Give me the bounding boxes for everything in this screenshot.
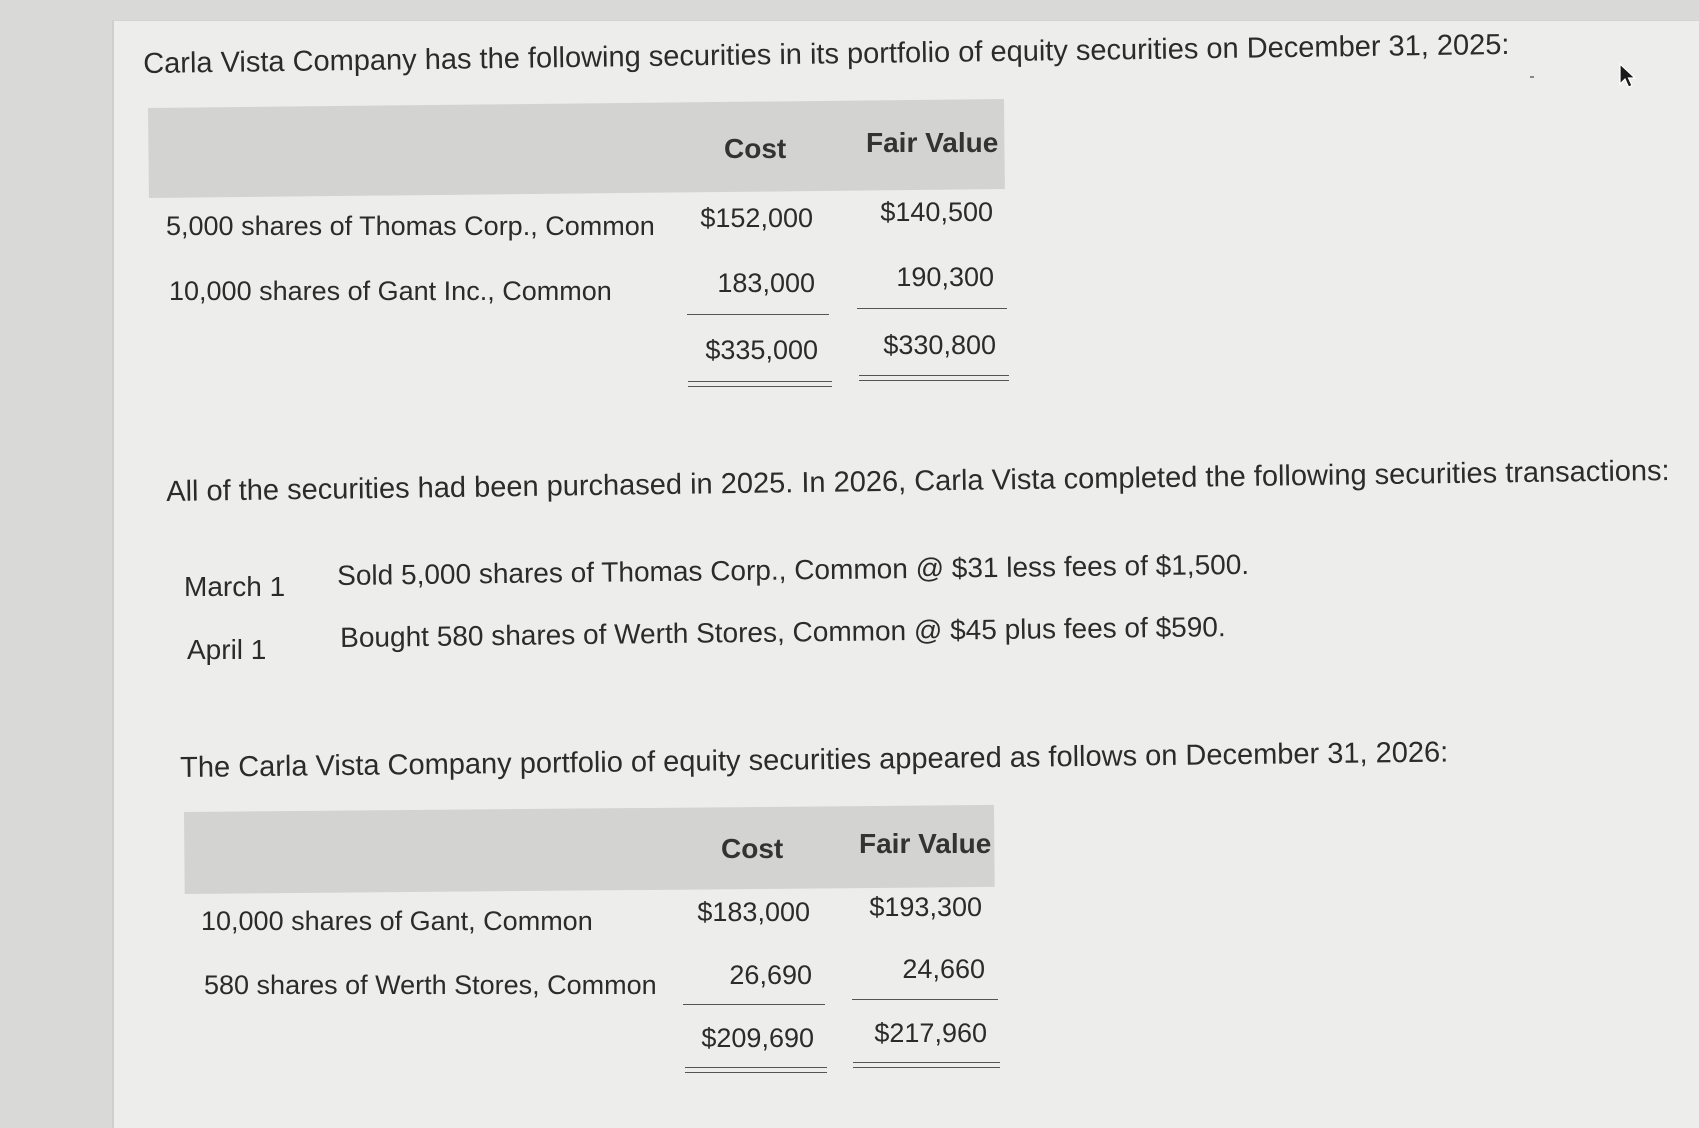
table-2025-row-cost: 183,000 [717, 268, 815, 298]
table-2025-total-cost: $335,000 [705, 335, 818, 365]
table-2025-fair-value-subtotal-rule [857, 308, 1007, 309]
table-2025-row-fair-value: $140,500 [880, 197, 993, 227]
table-2026-row-cost: $183,000 [697, 897, 810, 927]
table-2026-row-cost: 26,690 [729, 960, 812, 990]
transactions-intro-paragraph: All of the securities had been purchased in 2025. In 2026, Carla Vista completed the following securities transactions: [166, 455, 1670, 508]
intro-paragraph: Carla Vista Company has the following securities in its portfolio of equity securities on December 31, 2025: [143, 28, 1510, 80]
transaction-date: March 1 [184, 571, 286, 602]
table-2026-cost-subtotal-rule [683, 1004, 825, 1005]
table-2026-fair-value-header: Fair Value [859, 828, 992, 859]
table-2026-cost-header: Cost [721, 833, 784, 864]
table-2025-row-fair-value: 190,300 [896, 262, 994, 292]
transaction-date: April 1 [187, 634, 267, 665]
table-2026-row-label: 10,000 shares of Gant, Common [201, 906, 593, 936]
table-2025-row-label: 5,000 shares of Thomas Corp., Common [166, 211, 655, 241]
table-2026-row-fair-value: 24,660 [902, 954, 985, 984]
table-2025-cost-header: Cost [724, 133, 787, 164]
table-2026-row-label: 580 shares of Werth Stores, Common [204, 970, 657, 1000]
table-2026-fair-value-subtotal-rule [852, 999, 998, 1000]
table-2026-cost-total-double-rule [685, 1067, 827, 1073]
portfolio-2026-intro-paragraph: The Carla Vista Company portfolio of equity securities appeared as follows on December 31, 2026: [180, 736, 1449, 784]
table-2025-fair-value-total-double-rule [859, 375, 1009, 381]
table-2025-row-cost: $152,000 [700, 203, 813, 233]
table-2025-cost-subtotal-rule [687, 314, 829, 315]
transaction-description: Sold 5,000 shares of Thomas Corp., Common @ $31 less fees of $1,500. [337, 548, 1250, 591]
table-2026-total-cost: $209,690 [701, 1023, 814, 1053]
transaction-description: Bought 580 shares of Werth Stores, Common @ $45 plus fees of $590. [340, 611, 1226, 653]
table-2025-row-label: 10,000 shares of Gant Inc., Common [169, 276, 612, 306]
table-2025-cost-total-double-rule [688, 381, 832, 387]
table-2026-row-fair-value: $193,300 [869, 892, 982, 922]
table-2026-total-fair-value: $217,960 [874, 1018, 987, 1048]
dash-mark [1530, 76, 1534, 78]
table-2025-fair-value-header: Fair Value [866, 127, 999, 158]
table-2025-total-fair-value: $330,800 [883, 330, 996, 360]
mouse-pointer-icon [1618, 62, 1640, 90]
table-2026-fair-value-total-double-rule [853, 1062, 1000, 1068]
